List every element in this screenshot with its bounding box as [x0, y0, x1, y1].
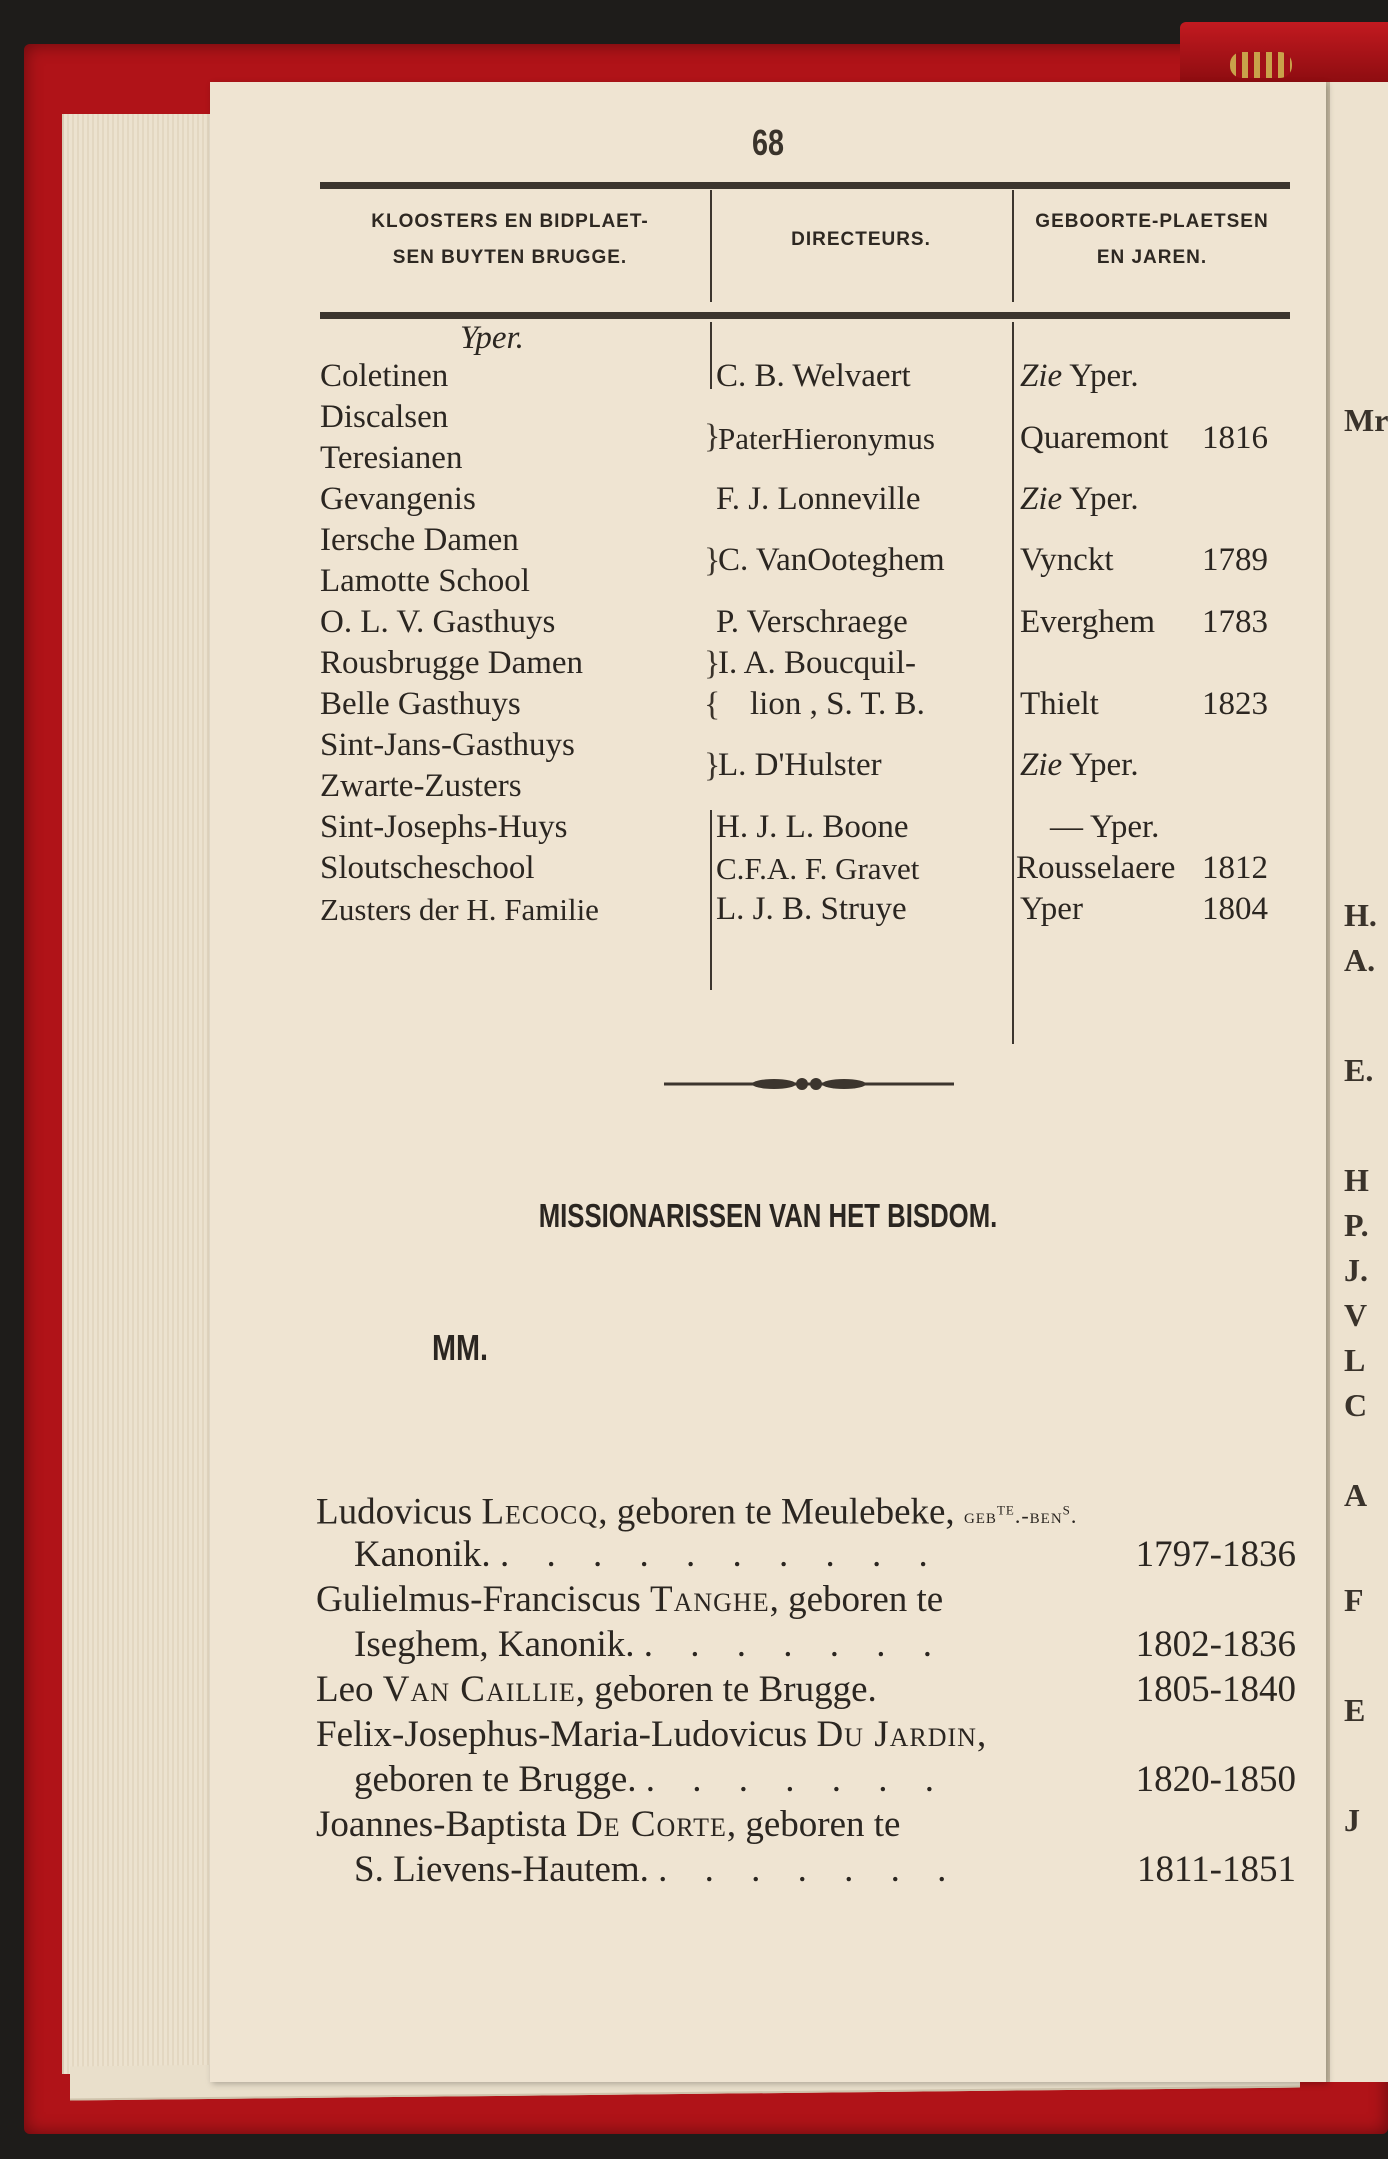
- birthplace: ,: [976, 1714, 987, 1755]
- table-cell-klooster: Zusters der H. Familie: [320, 892, 599, 927]
- zie-label: Zie: [1020, 358, 1063, 394]
- title-sup: s: [1062, 1499, 1071, 1519]
- table-cell-plaats: Rousselaere: [1016, 850, 1176, 886]
- surname: De Corte: [575, 1804, 727, 1845]
- next-page-letter: A.: [1344, 942, 1376, 978]
- birthplace: , geboren te Brugge.: [575, 1669, 877, 1710]
- next-page-letter: E.: [1344, 1052, 1374, 1088]
- missionary-entry: [316, 1487, 1296, 1538]
- table-cell-plaats: [1020, 356, 1139, 397]
- table-cell-plaats: [1020, 745, 1139, 786]
- entry-line2: Kanonik.: [354, 1534, 491, 1575]
- title-abbrev: [963, 1499, 1078, 1529]
- table-cell-directeur: L. D'Hulster: [718, 747, 882, 783]
- leader-dots: . . . . . . .: [658, 1849, 961, 1890]
- next-page-letter: P.: [1344, 1207, 1369, 1243]
- surname: Van Caillie: [382, 1669, 576, 1710]
- next-page-letter: A: [1344, 1477, 1368, 1513]
- surname: Lecocq: [481, 1491, 599, 1533]
- table-cell-directeur: C. VanOoteghem: [718, 542, 945, 578]
- table-cell-directeur: C. B. Welvaert: [716, 358, 911, 394]
- next-page-letter: F: [1344, 1582, 1364, 1618]
- missionary-entry-cont: [316, 1757, 1296, 1802]
- table-cell-plaats: Quaremont: [1020, 420, 1169, 456]
- years: 1802-1836: [1135, 1624, 1296, 1665]
- column-separator: [710, 810, 712, 990]
- next-page-letter: V: [1344, 1297, 1368, 1333]
- table-cell-plaats: Yper: [1020, 891, 1083, 927]
- next-page-letter: J.: [1344, 1252, 1368, 1288]
- years: 1811-1851: [1137, 1849, 1296, 1890]
- table-cell-plaats: Thielt: [1020, 686, 1099, 722]
- table-cell-directeur: F. J. Lonneville: [716, 481, 921, 517]
- column-separator: [710, 322, 712, 389]
- given-names: Ludovicus: [316, 1491, 482, 1533]
- table-cell-directeur: P. Verschraege: [716, 604, 908, 640]
- table-cell-jaar: 1816: [1202, 420, 1268, 456]
- missionary-entry-cont: [316, 1532, 1296, 1577]
- given-names: Gulielmus-Franciscus: [316, 1579, 650, 1620]
- brace-icon: }: [704, 542, 721, 579]
- entry-line2: Iseghem, Kanonik.: [354, 1624, 635, 1665]
- next-page-letter: H: [1344, 1162, 1369, 1198]
- next-page-letter: J: [1344, 1802, 1360, 1838]
- header-kloosters: [320, 204, 700, 276]
- missionary-entry-cont: [316, 1622, 1296, 1667]
- brace-icon: }: [704, 747, 721, 784]
- table-cell-klooster: Sint-Josephs-Huys: [320, 809, 568, 845]
- title-part: .-ben: [1014, 1503, 1063, 1529]
- table-cell-directeur: H. J. L. Boone: [716, 809, 909, 845]
- bookmark-ribbon: [1230, 52, 1292, 78]
- missionary-entry-cont: [316, 1847, 1296, 1892]
- next-page-letter: H.: [1344, 897, 1377, 933]
- next-page-letter: Mr: [1344, 402, 1388, 438]
- years: 1797-1836: [1135, 1534, 1296, 1575]
- leader-dots: . . . . . . .: [645, 1759, 949, 1800]
- table-top-rule: [320, 182, 1290, 189]
- missionary-entry: [316, 1667, 1296, 1712]
- missionary-entry: [316, 1802, 1296, 1847]
- surname: Du Jardin: [816, 1714, 977, 1755]
- book-page: [210, 82, 1326, 2082]
- entry-line2: S. Lievens-Hautem.: [354, 1849, 649, 1890]
- table-cell-klooster: O. L. V. Gasthuys: [320, 604, 556, 640]
- table-cell-klooster: Rousbrugge Damen: [320, 645, 584, 681]
- table-cell-plaats: — Yper.: [1050, 809, 1160, 845]
- brace-icon: }: [704, 418, 721, 455]
- table-cell-plaats: [1020, 479, 1139, 520]
- table-cell-jaar: 1823: [1202, 686, 1268, 722]
- header-geboorte-line2: EN JAREN.: [1096, 247, 1208, 268]
- leader-dots: . . . . . . .: [643, 1624, 947, 1665]
- table-cell-klooster: Gevangenis: [320, 481, 476, 517]
- given-names: Joannes-Baptista: [316, 1804, 576, 1845]
- table-cell-jaar: 1789: [1202, 542, 1268, 578]
- next-page-edge: [1326, 82, 1388, 2082]
- brace-icon: }: [704, 645, 721, 682]
- leader-dots: . . . . . . . . . .: [499, 1534, 942, 1575]
- table-cell-klooster: Sint-Jans-Gasthuys: [320, 727, 575, 763]
- given-names: Felix-Josephus-Maria-Ludovicus: [316, 1714, 817, 1755]
- years: 1805-1840: [1135, 1669, 1296, 1710]
- birthplace: , geboren te: [726, 1804, 901, 1845]
- table-cell-directeur: I. A. Boucquil-: [718, 645, 916, 681]
- table-cell-directeur: L. J. B. Struye: [716, 891, 907, 927]
- salutation: MM.: [432, 1327, 488, 1368]
- surname: Tanghe: [649, 1579, 770, 1620]
- table-cell-klooster: Sloutscheschool: [320, 850, 535, 886]
- table-cell-klooster: Iersche Damen: [320, 522, 519, 558]
- next-page-letter: L: [1344, 1342, 1366, 1378]
- plaats-ref: Yper.: [1069, 358, 1139, 394]
- header-geboorte-line1: GEBOORTE-PLAETSEN: [1035, 211, 1269, 232]
- header-kloosters-line2: SEN BUYTEN BRUGGE.: [392, 247, 628, 268]
- section-title: MISSIONARISSEN VAN HET BISDOM.: [538, 1197, 998, 1234]
- given-names: Leo: [316, 1669, 383, 1710]
- birthplace: , geboren te: [769, 1579, 944, 1620]
- header-geboorte: [1014, 204, 1290, 276]
- table-cell-klooster: Belle Gasthuys: [320, 686, 521, 722]
- missionary-entry: [316, 1712, 1296, 1757]
- table-cell-klooster: Teresianen: [320, 440, 463, 476]
- table-cell-directeur: PaterHieronymus: [718, 421, 935, 456]
- next-page-letter: C: [1344, 1387, 1368, 1423]
- title-sup: te: [996, 1499, 1015, 1519]
- zie-label: Zie: [1020, 481, 1063, 517]
- next-page-letter: E: [1344, 1692, 1366, 1728]
- entry-line2: geboren te Brugge.: [354, 1759, 637, 1800]
- title-part: .: [1070, 1503, 1078, 1529]
- page-number: 68: [751, 122, 785, 163]
- page-stack-left: [62, 114, 224, 2074]
- table-cell-directeur: C.F.A. F. Gravet: [716, 851, 920, 886]
- table-cell-directeur: lion , S. T. B.: [750, 686, 925, 722]
- place-heading: Yper.: [460, 320, 524, 356]
- table-cell-klooster: Zwarte-Zusters: [320, 768, 522, 804]
- table-cell-jaar: 1783: [1202, 604, 1268, 640]
- years: 1820-1850: [1135, 1759, 1296, 1800]
- table-cell-jaar: 1804: [1202, 891, 1268, 927]
- header-directeurs: DIRECTEURS.: [791, 229, 931, 250]
- table-cell-plaats: Everghem: [1020, 604, 1156, 640]
- ornament-divider-icon: [664, 1075, 954, 1093]
- table-header: [320, 190, 1290, 310]
- plaats-ref: Yper.: [1069, 481, 1139, 517]
- plaats-ref: Yper.: [1069, 747, 1139, 783]
- missionary-entry: [316, 1577, 1296, 1622]
- header-kloosters-line1: KLOOSTERS EN BIDPLAET-: [371, 211, 649, 232]
- table-cell-klooster: Coletinen: [320, 358, 449, 394]
- table-cell-plaats: Vynckt: [1020, 542, 1114, 578]
- table-cell-klooster: Discalsen: [320, 399, 449, 435]
- birthplace: , geboren te Meulebeke,: [598, 1491, 964, 1533]
- zie-label: Zie: [1020, 747, 1063, 783]
- table-cell-jaar: 1812: [1202, 850, 1268, 886]
- brace-icon: {: [704, 686, 721, 723]
- table-cell-klooster: Lamotte School: [320, 563, 530, 599]
- title-part: geb: [963, 1503, 997, 1529]
- column-separator: [1012, 322, 1014, 1044]
